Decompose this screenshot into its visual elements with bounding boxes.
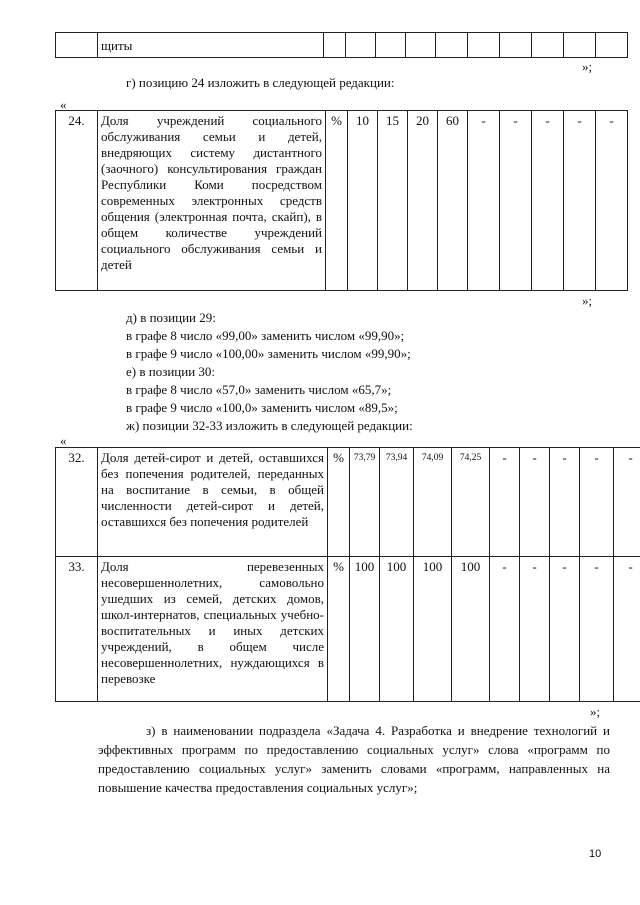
- row32-value: 74,25: [452, 448, 490, 557]
- row24-unit: %: [326, 111, 348, 291]
- top-table-desc-cell: щиты: [98, 33, 324, 58]
- row32-value: 74,09: [414, 448, 452, 557]
- row32-value: -: [490, 448, 520, 557]
- amendment-g: г) позицию 24 изложить в следующей редакции:: [126, 75, 395, 90]
- row33-value: -: [490, 557, 520, 702]
- row33-value: 100: [414, 557, 452, 702]
- amendment-e-col9: в графе 9 число «100,0» заменить числом «89,5»;: [126, 400, 398, 415]
- row32-value: -: [520, 448, 550, 557]
- row32-value: -: [550, 448, 580, 557]
- amendment-e-col8: в графе 8 число «57,0» заменить числом «65,7»;: [126, 382, 392, 397]
- row32-value: 73,79: [350, 448, 380, 557]
- top-table-num-cell: [56, 33, 98, 58]
- rows32-33-table: [55, 447, 640, 702]
- row24-table: [55, 110, 628, 291]
- close-quote-1: »;: [582, 293, 593, 308]
- row33-value: -: [550, 557, 580, 702]
- row33-number: 33.: [56, 557, 98, 702]
- open-quote-1: «: [60, 97, 67, 112]
- row33-unit: %: [328, 557, 350, 702]
- close-quote-top: »;: [582, 59, 593, 74]
- amendment-zh: ж) позиции 32-33 изложить в следующей редакции:: [126, 418, 413, 433]
- amendment-d: д) в позиции 29:: [126, 310, 216, 325]
- row24-description: Доля учреждений социального обслуживания семьи и детей, внедряющих систему дистантного (заочного) консультирования граждан Республики Коми посредством современных электронных средств общения (электронная почта, скайп), в общем количестве учреждений социального обслуживания семьи и детей: [98, 111, 326, 291]
- top-table: [55, 32, 628, 58]
- row24-value: 15: [378, 111, 408, 291]
- amendment-z-paragraph: з) в наименовании подраздела «Задача 4. Разработка и внедрение технологий и эффективных программ по предоставлению социальных услуг» слова «программ по предоставлению социальных услуг» заменить словами «программ, направленных на повышение качества предоставления социальных услуг»;: [98, 723, 610, 795]
- row24-value: 10: [348, 111, 378, 291]
- amendment-e: е) в позиции 30:: [126, 364, 216, 379]
- amendment-d-col9: в графе 9 число «100,00» заменить числом «99,90»;: [126, 346, 411, 361]
- row24-value: 20: [408, 111, 438, 291]
- row32-description: Доля детей-сирот и детей, оставшихся без попечения родителей, переданных на воспитание в семьи, в общей численности детей-сирот и детей, оставшихся без попечения родителей: [98, 448, 328, 557]
- row33-value: 100: [350, 557, 380, 702]
- row33-value: 100: [452, 557, 490, 702]
- open-quote-2: «: [60, 433, 67, 448]
- page-number: 10: [589, 848, 602, 860]
- row24-value: 60: [438, 111, 468, 291]
- row32-value: -: [580, 448, 614, 557]
- row32-value: -: [614, 448, 640, 557]
- row24-value: -: [596, 111, 628, 291]
- row32-number: 32.: [56, 448, 98, 557]
- row33-value: 100: [380, 557, 414, 702]
- row33-value: -: [580, 557, 614, 702]
- row24-value: -: [564, 111, 596, 291]
- row33-value: -: [520, 557, 550, 702]
- row33-description: Доля перевезенных несовершеннолетних, самовольно ушедших из семей, детских домов, школ-интернатов, специальных учебно-воспитательных и иных детских учреждений, в общем числе несовершеннолетних, нуждающихся в перевозке: [98, 557, 328, 702]
- row32-value: 73,94: [380, 448, 414, 557]
- row33-value: -: [614, 557, 640, 702]
- row24-value: -: [468, 111, 500, 291]
- row24-number: 24.: [56, 111, 98, 291]
- row32-unit: %: [328, 448, 350, 557]
- amendment-d-col8: в графе 8 число «99,00» заменить числом «99,90»;: [126, 328, 405, 343]
- row24-value: -: [500, 111, 532, 291]
- row24-value: -: [532, 111, 564, 291]
- close-quote-2: »;: [590, 704, 601, 719]
